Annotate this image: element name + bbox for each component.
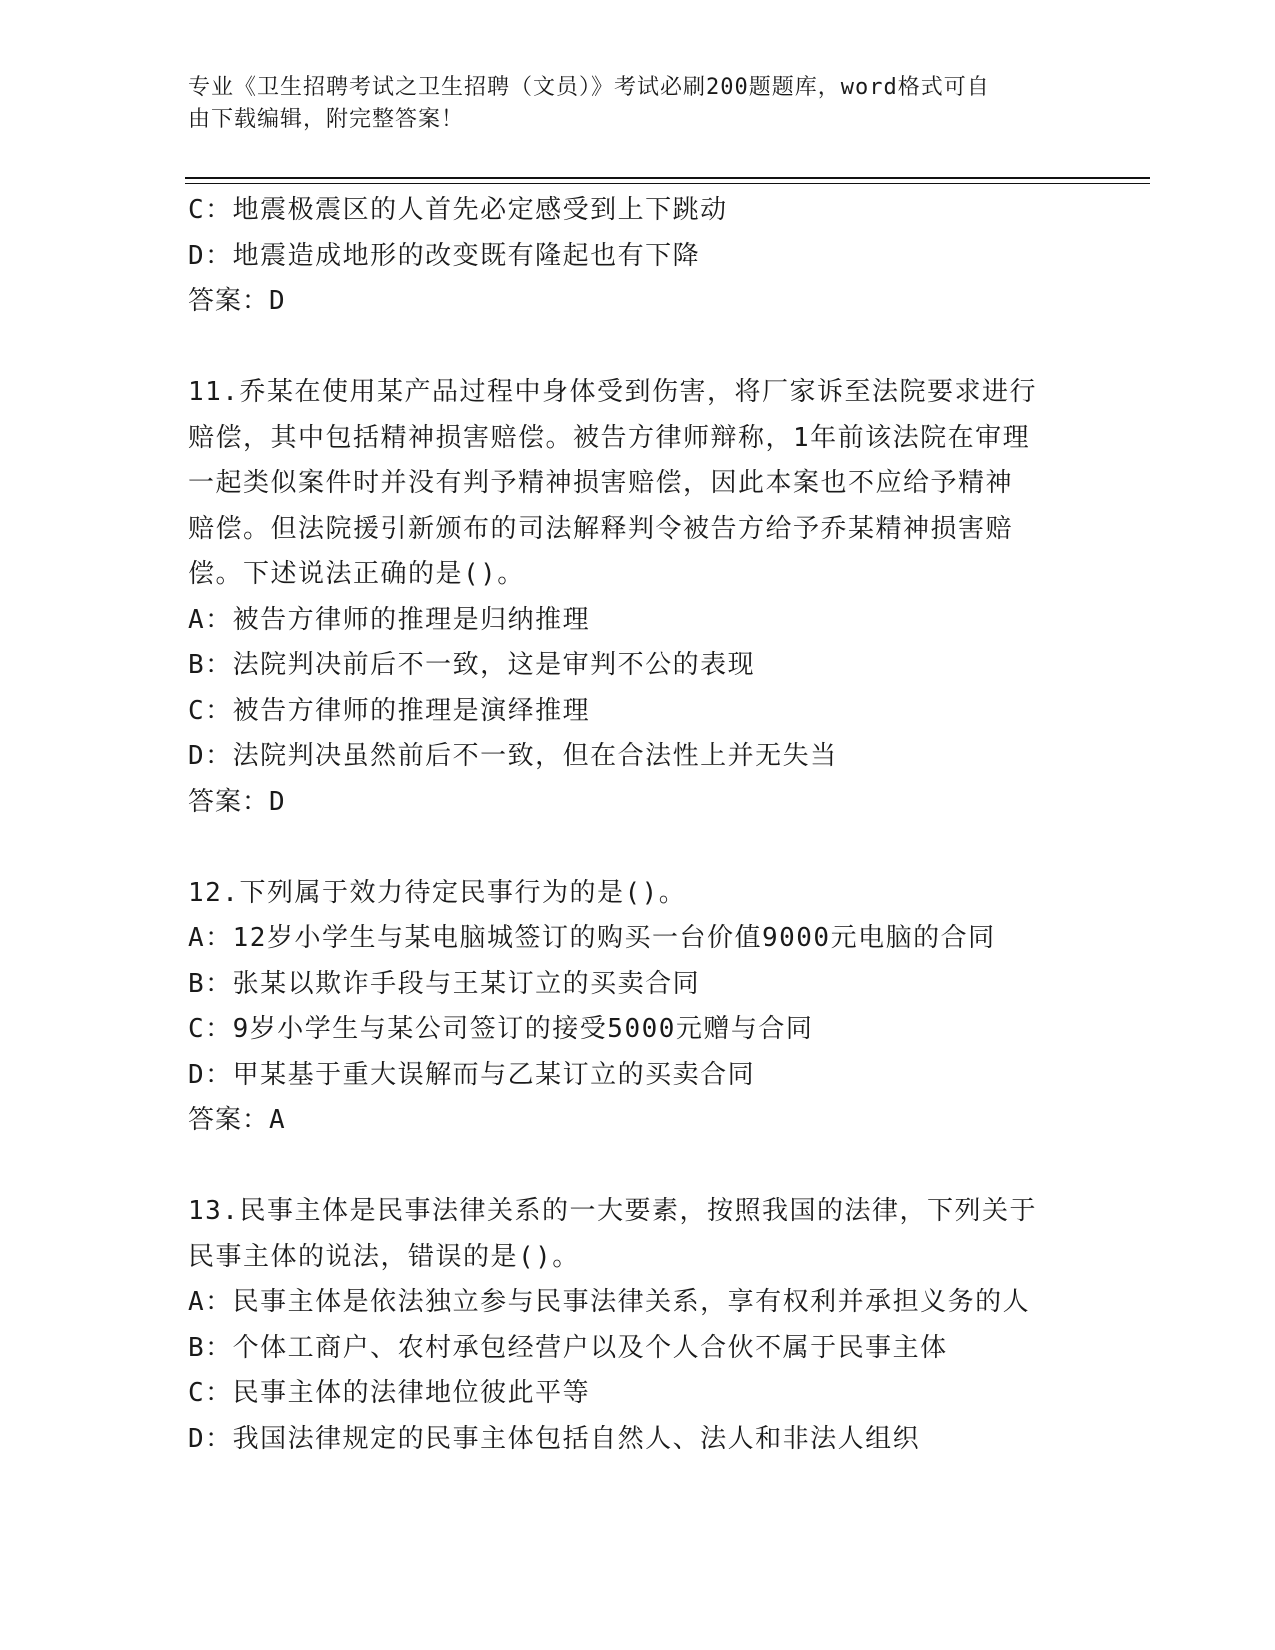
option-c: C：9岁小学生与某公司签订的接受5000元赠与合同 — [188, 1014, 814, 1044]
option-d: D：地震造成地形的改变既有隆起也有下降 — [188, 240, 701, 271]
question-stem-line: 一起类似案件时并没有判予精神损害赔偿，因此本案也不应给予精神 — [188, 468, 1014, 498]
question-stem-line: 民事主体的说法，错误的是()。 — [188, 1241, 580, 1272]
option-d: D：甲某基于重大误解而与乙某订立的买卖合同 — [188, 1059, 756, 1090]
header-rule-thick — [185, 177, 1150, 179]
header-line-1: 专业《卫生招聘考试之卫生招聘（文员）》考试必刷200题题库，word格式可自 — [188, 75, 990, 100]
answer-line: 答案：A — [188, 1105, 286, 1135]
spacer — [188, 325, 1088, 371]
header-rule-thin — [185, 183, 1150, 184]
question-stem-line: 偿。下述说法正确的是()。 — [188, 559, 525, 589]
option-a: A：被告方律师的推理是归纳推理 — [188, 604, 591, 635]
option-d: D：法院判决虽然前后不一致，但在合法性上并无失当 — [188, 741, 838, 771]
question-stem-line: 赔偿。但法院援引新颁布的司法解释判令被告方给予乔某精神损害赔 — [188, 513, 1014, 544]
answer-line: 答案：D — [188, 786, 286, 817]
question-stem-line: 11.乔某在使用某产品过程中身体受到伤害，将厂家诉至法院要求进行 — [188, 377, 1037, 407]
question-10-tail — [188, 188, 1088, 325]
option-c: C：地震极震区的人首先必定感受到上下跳动 — [188, 195, 728, 225]
question-stem-line: 12.下列属于效力待定民事行为的是()。 — [188, 877, 687, 908]
document-body — [188, 188, 1088, 1462]
option-a: A：民事主体是依法独立参与民事法律关系，享有权利并承担义务的人 — [188, 1287, 1031, 1317]
option-c: C：被告方律师的推理是演绎推理 — [188, 695, 591, 726]
spacer — [188, 1144, 1088, 1190]
option-b: B：张某以欺诈手段与王某订立的买卖合同 — [188, 968, 701, 999]
page-header — [188, 72, 1068, 136]
header-line-2: 由下载编辑，附完整答案！ — [188, 107, 465, 132]
option-c: C：民事主体的法律地位彼此平等 — [188, 1378, 591, 1408]
question-12 — [188, 871, 1088, 1144]
spacer — [188, 825, 1088, 871]
question-stem-line: 13.民事主体是民事法律关系的一大要素，按照我国的法律，下列关于 — [188, 1196, 1037, 1226]
question-11 — [188, 370, 1088, 825]
option-d: D：我国法律规定的民事主体包括自然人、法人和非法人组织 — [188, 1423, 921, 1454]
option-b: B：法院判决前后不一致，这是审判不公的表现 — [188, 650, 756, 680]
option-a: A：12岁小学生与某电脑城签订的购买一台价值9000元电脑的合同 — [188, 923, 996, 953]
answer-line: 答案：D — [188, 286, 286, 316]
question-13 — [188, 1189, 1088, 1462]
question-stem-line: 赔偿，其中包括精神损害赔偿。被告方律师辩称，1年前该法院在审理 — [188, 422, 1031, 453]
option-b: B：个体工商户、农村承包经营户以及个人合伙不属于民事主体 — [188, 1332, 948, 1363]
